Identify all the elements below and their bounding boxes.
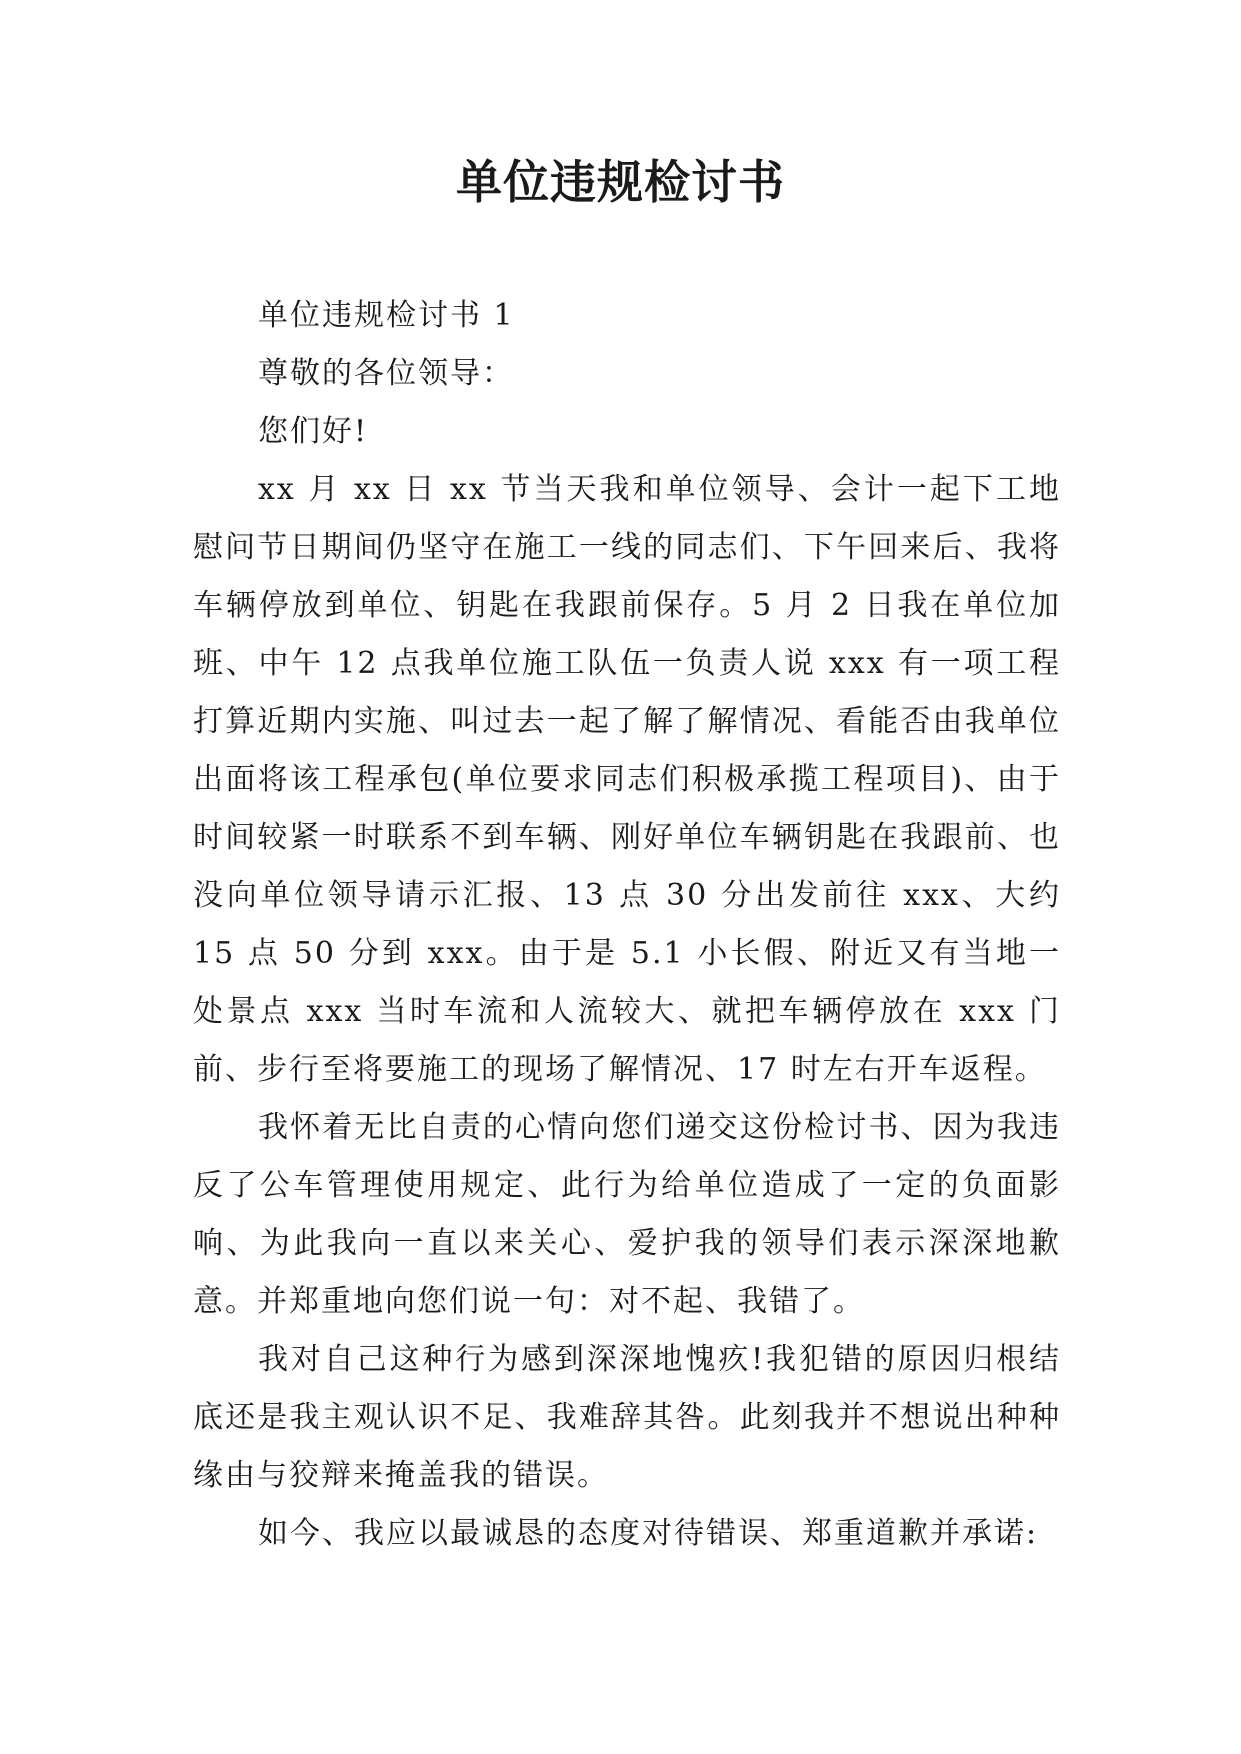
document-title: 单位违规检讨书: [456, 155, 785, 209]
salutation: 尊敬的各位领导：: [258, 356, 514, 391]
greeting: 您们好!: [258, 414, 369, 449]
paragraph-apology: 我怀着无比自责的心情向您们递交这份检讨书、因为我违反了公车管理使用规定、此行为给单位造成了一定的负面影响、为此我向一直以来关心、爱护我的领导们表示深深地歉意。并郑重地向您们说一句：对不起、我错了。: [193, 1110, 1061, 1319]
paragraph-commitment: 如今、我应以最诚恳的态度对待错误、郑重道歉并承诺:: [258, 1516, 1039, 1551]
document-body: [193, 287, 1061, 1563]
section-heading: 单位违规检讨书 1: [258, 298, 515, 333]
paragraph-incident: xx 月 xx 日 xx 节当天我和单位领导、会计一起下工地慰问节日期间仍坚守在施工一线的同志们、下午回来后、我将车辆停放到单位、钥匙在我跟前保存。5 月 2 日我在单位加班、中午 12 点我单位施工队伍一负责人说 xxx 有一项工程打算近期内实施、叫过去一起了解了解情况、看能否由我单位出面将该工程承包(单位要求同志们积极承揽工程项目)、由于时间较紧一时联系不到车辆、刚好单位车辆钥匙在我跟前、也没向单位领导请示汇报、13 点 30 分出发前往 xxx、大约 15 点 50 分到 xxx。由于是 5.1 小长假、附近又有当地一处景点 xxx 当时车流和人流较大、就把车辆停放在 xxx 门前、步行至将要施工的现场了解情况、17 时左右开车返程。: [193, 472, 1061, 1087]
paragraph-reflection: 我对自己这种行为感到深深地愧疚!我犯错的原因归根结底还是我主观认识不足、我难辞其咎。此刻我并不想说出种种缘由与狡辩来掩盖我的错误。: [193, 1342, 1061, 1493]
